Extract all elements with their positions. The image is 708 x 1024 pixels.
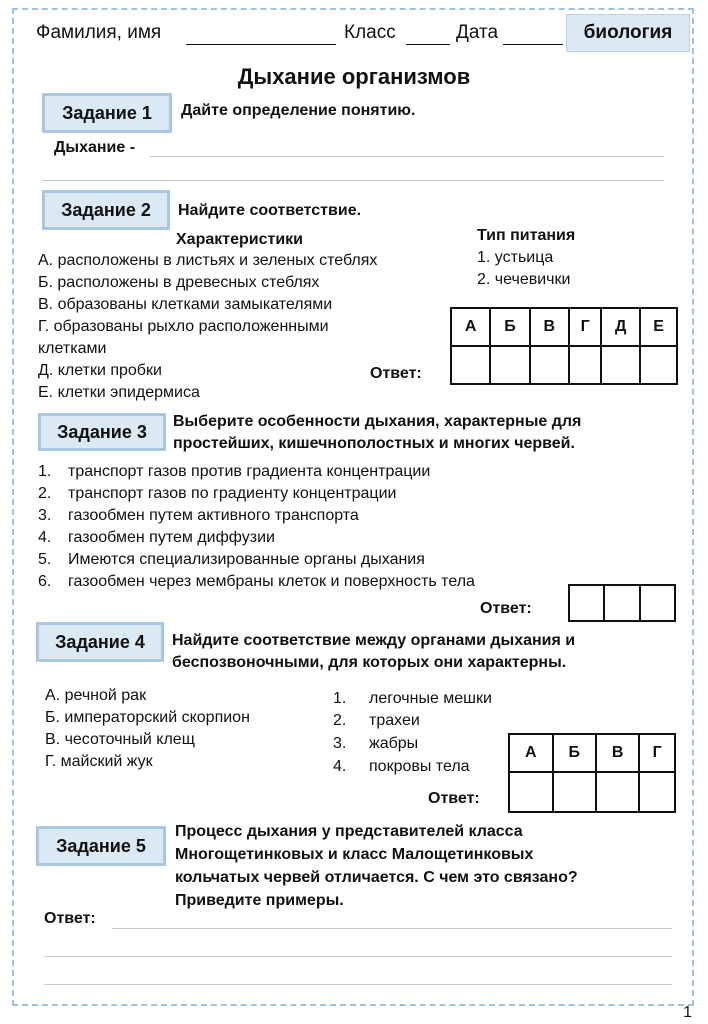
task4-animal: Б. императорский скорпион bbox=[45, 709, 250, 726]
answer-cell[interactable] bbox=[601, 346, 640, 384]
task1-prompt: Дайте определение понятию. bbox=[181, 102, 416, 119]
task2-col1-header: Характеристики bbox=[176, 231, 304, 248]
task5-prompt-line: кольчатых червей отличается. С чем это связано? bbox=[175, 869, 578, 886]
task2-answer-label: Ответ: bbox=[370, 365, 422, 382]
task2-type: 1. устьица bbox=[477, 249, 554, 266]
answer-cell[interactable] bbox=[640, 585, 675, 621]
task5-answer-line[interactable] bbox=[44, 984, 672, 985]
name-label: Фамилия, имя bbox=[36, 22, 162, 43]
answer-cell[interactable] bbox=[604, 585, 639, 621]
task4-prompt-line1: Найдите соответствие между органами дыхания и bbox=[172, 632, 576, 649]
task2-prompt: Найдите соответствие. bbox=[178, 202, 362, 219]
letter-cell: В bbox=[530, 308, 569, 346]
task2-item: Д. клетки пробки bbox=[38, 362, 162, 379]
letter-cell: А bbox=[509, 734, 553, 772]
task4-answer-table bbox=[508, 733, 676, 813]
task3-option[interactable]: 3. газообмен путем активного транспорта bbox=[38, 507, 359, 524]
task5-answer-line[interactable] bbox=[44, 956, 672, 957]
subject-badge: биология bbox=[566, 14, 690, 52]
task3-option[interactable]: 1. транспорт газов против градиента концентрации bbox=[38, 463, 431, 480]
letter-cell: Г bbox=[639, 734, 675, 772]
task1-answer-line[interactable] bbox=[150, 156, 664, 157]
task5-answer-label: Ответ: bbox=[44, 910, 96, 927]
task3-option[interactable]: 5. Имеются специализированные органы дыхания bbox=[38, 551, 425, 568]
task2-item: А. расположены в листьях и зеленых стеблях bbox=[38, 252, 378, 269]
letter-cell: Г bbox=[569, 308, 601, 346]
task2-col2-header: Тип питания bbox=[477, 227, 576, 244]
letter-cell: Е bbox=[640, 308, 677, 346]
task5-answer-line[interactable] bbox=[112, 928, 672, 929]
task3-option[interactable]: 2. транспорт газов по градиенту концентрации bbox=[38, 485, 397, 502]
answer-cell[interactable] bbox=[569, 346, 601, 384]
task4-organ: 1. легочные мешки bbox=[333, 690, 492, 707]
task5-prompt-line: Многощетинковых и класс Малощетинковых bbox=[175, 846, 534, 863]
task4-animal: А. речной рак bbox=[45, 687, 147, 704]
task3-prompt-line2: простейших, кишечнополостных и многих червей. bbox=[173, 435, 575, 452]
task3-label: Задание 3 bbox=[38, 413, 166, 451]
task2-item: Е. клетки эпидермиса bbox=[38, 384, 200, 401]
letter-cell: Б bbox=[490, 308, 529, 346]
letter-cell: Б bbox=[553, 734, 596, 772]
answer-cell[interactable] bbox=[553, 772, 596, 812]
task2-item: В. образованы клетками замыкателями bbox=[38, 296, 333, 313]
answer-cell[interactable] bbox=[490, 346, 529, 384]
answer-cell[interactable] bbox=[451, 346, 490, 384]
task3-option[interactable]: 4. газообмен путем диффузии bbox=[38, 529, 275, 546]
task4-organ: 4. покровы тела bbox=[333, 758, 470, 775]
answer-cell[interactable] bbox=[639, 772, 675, 812]
task2-item: клетками bbox=[38, 340, 107, 357]
task1-term: Дыхание - bbox=[54, 139, 136, 156]
letter-cell: В bbox=[596, 734, 640, 772]
task2-answer-table bbox=[450, 307, 678, 385]
task1-answer-line-2[interactable] bbox=[42, 180, 664, 181]
task3-answer-label: Ответ: bbox=[480, 600, 532, 617]
page-title: Дыхание организмов bbox=[237, 64, 471, 89]
page-number: 1 bbox=[683, 1004, 692, 1021]
date-label: Дата bbox=[456, 22, 499, 43]
task4-animal: Г. майский жук bbox=[45, 753, 153, 770]
task3-answer-table bbox=[568, 584, 676, 622]
letter-cell: Д bbox=[601, 308, 640, 346]
answer-cell[interactable] bbox=[530, 346, 569, 384]
task2-label: Задание 2 bbox=[42, 190, 170, 230]
task4-animal: В. чесоточный клещ bbox=[45, 731, 195, 748]
task2-item: Б. расположены в древесных стеблях bbox=[38, 274, 320, 291]
task5-prompt-line: Процесс дыхания у представителей класса bbox=[175, 823, 523, 840]
name-blank[interactable] bbox=[186, 22, 336, 45]
letter-cell: А bbox=[451, 308, 490, 346]
answer-cell[interactable] bbox=[596, 772, 640, 812]
date-blank[interactable] bbox=[503, 22, 563, 45]
task3-option[interactable]: 6. газообмен через мембраны клеток и поверхность тела bbox=[38, 573, 475, 590]
task4-organ: 3. жабры bbox=[333, 735, 419, 752]
task5-prompt-line: Приведите примеры. bbox=[175, 892, 344, 909]
answer-cell[interactable] bbox=[569, 585, 604, 621]
task2-item: Г. образованы рыхло расположенными bbox=[38, 318, 329, 335]
task4-answer-label: Ответ: bbox=[428, 790, 480, 807]
task1-label: Задание 1 bbox=[42, 93, 172, 133]
task5-label: Задание 5 bbox=[36, 826, 166, 866]
task4-organ: 2. трахеи bbox=[333, 712, 420, 729]
class-label: Класс bbox=[344, 22, 396, 43]
task2-type: 2. чечевички bbox=[477, 271, 571, 288]
task4-label: Задание 4 bbox=[36, 622, 164, 662]
task4-prompt-line2: беспозвоночными, для которых они характерны. bbox=[172, 654, 567, 671]
answer-cell[interactable] bbox=[509, 772, 553, 812]
answer-cell[interactable] bbox=[640, 346, 677, 384]
class-blank[interactable] bbox=[406, 22, 450, 45]
task3-prompt-line1: Выберите особенности дыхания, характерные для bbox=[173, 413, 582, 430]
